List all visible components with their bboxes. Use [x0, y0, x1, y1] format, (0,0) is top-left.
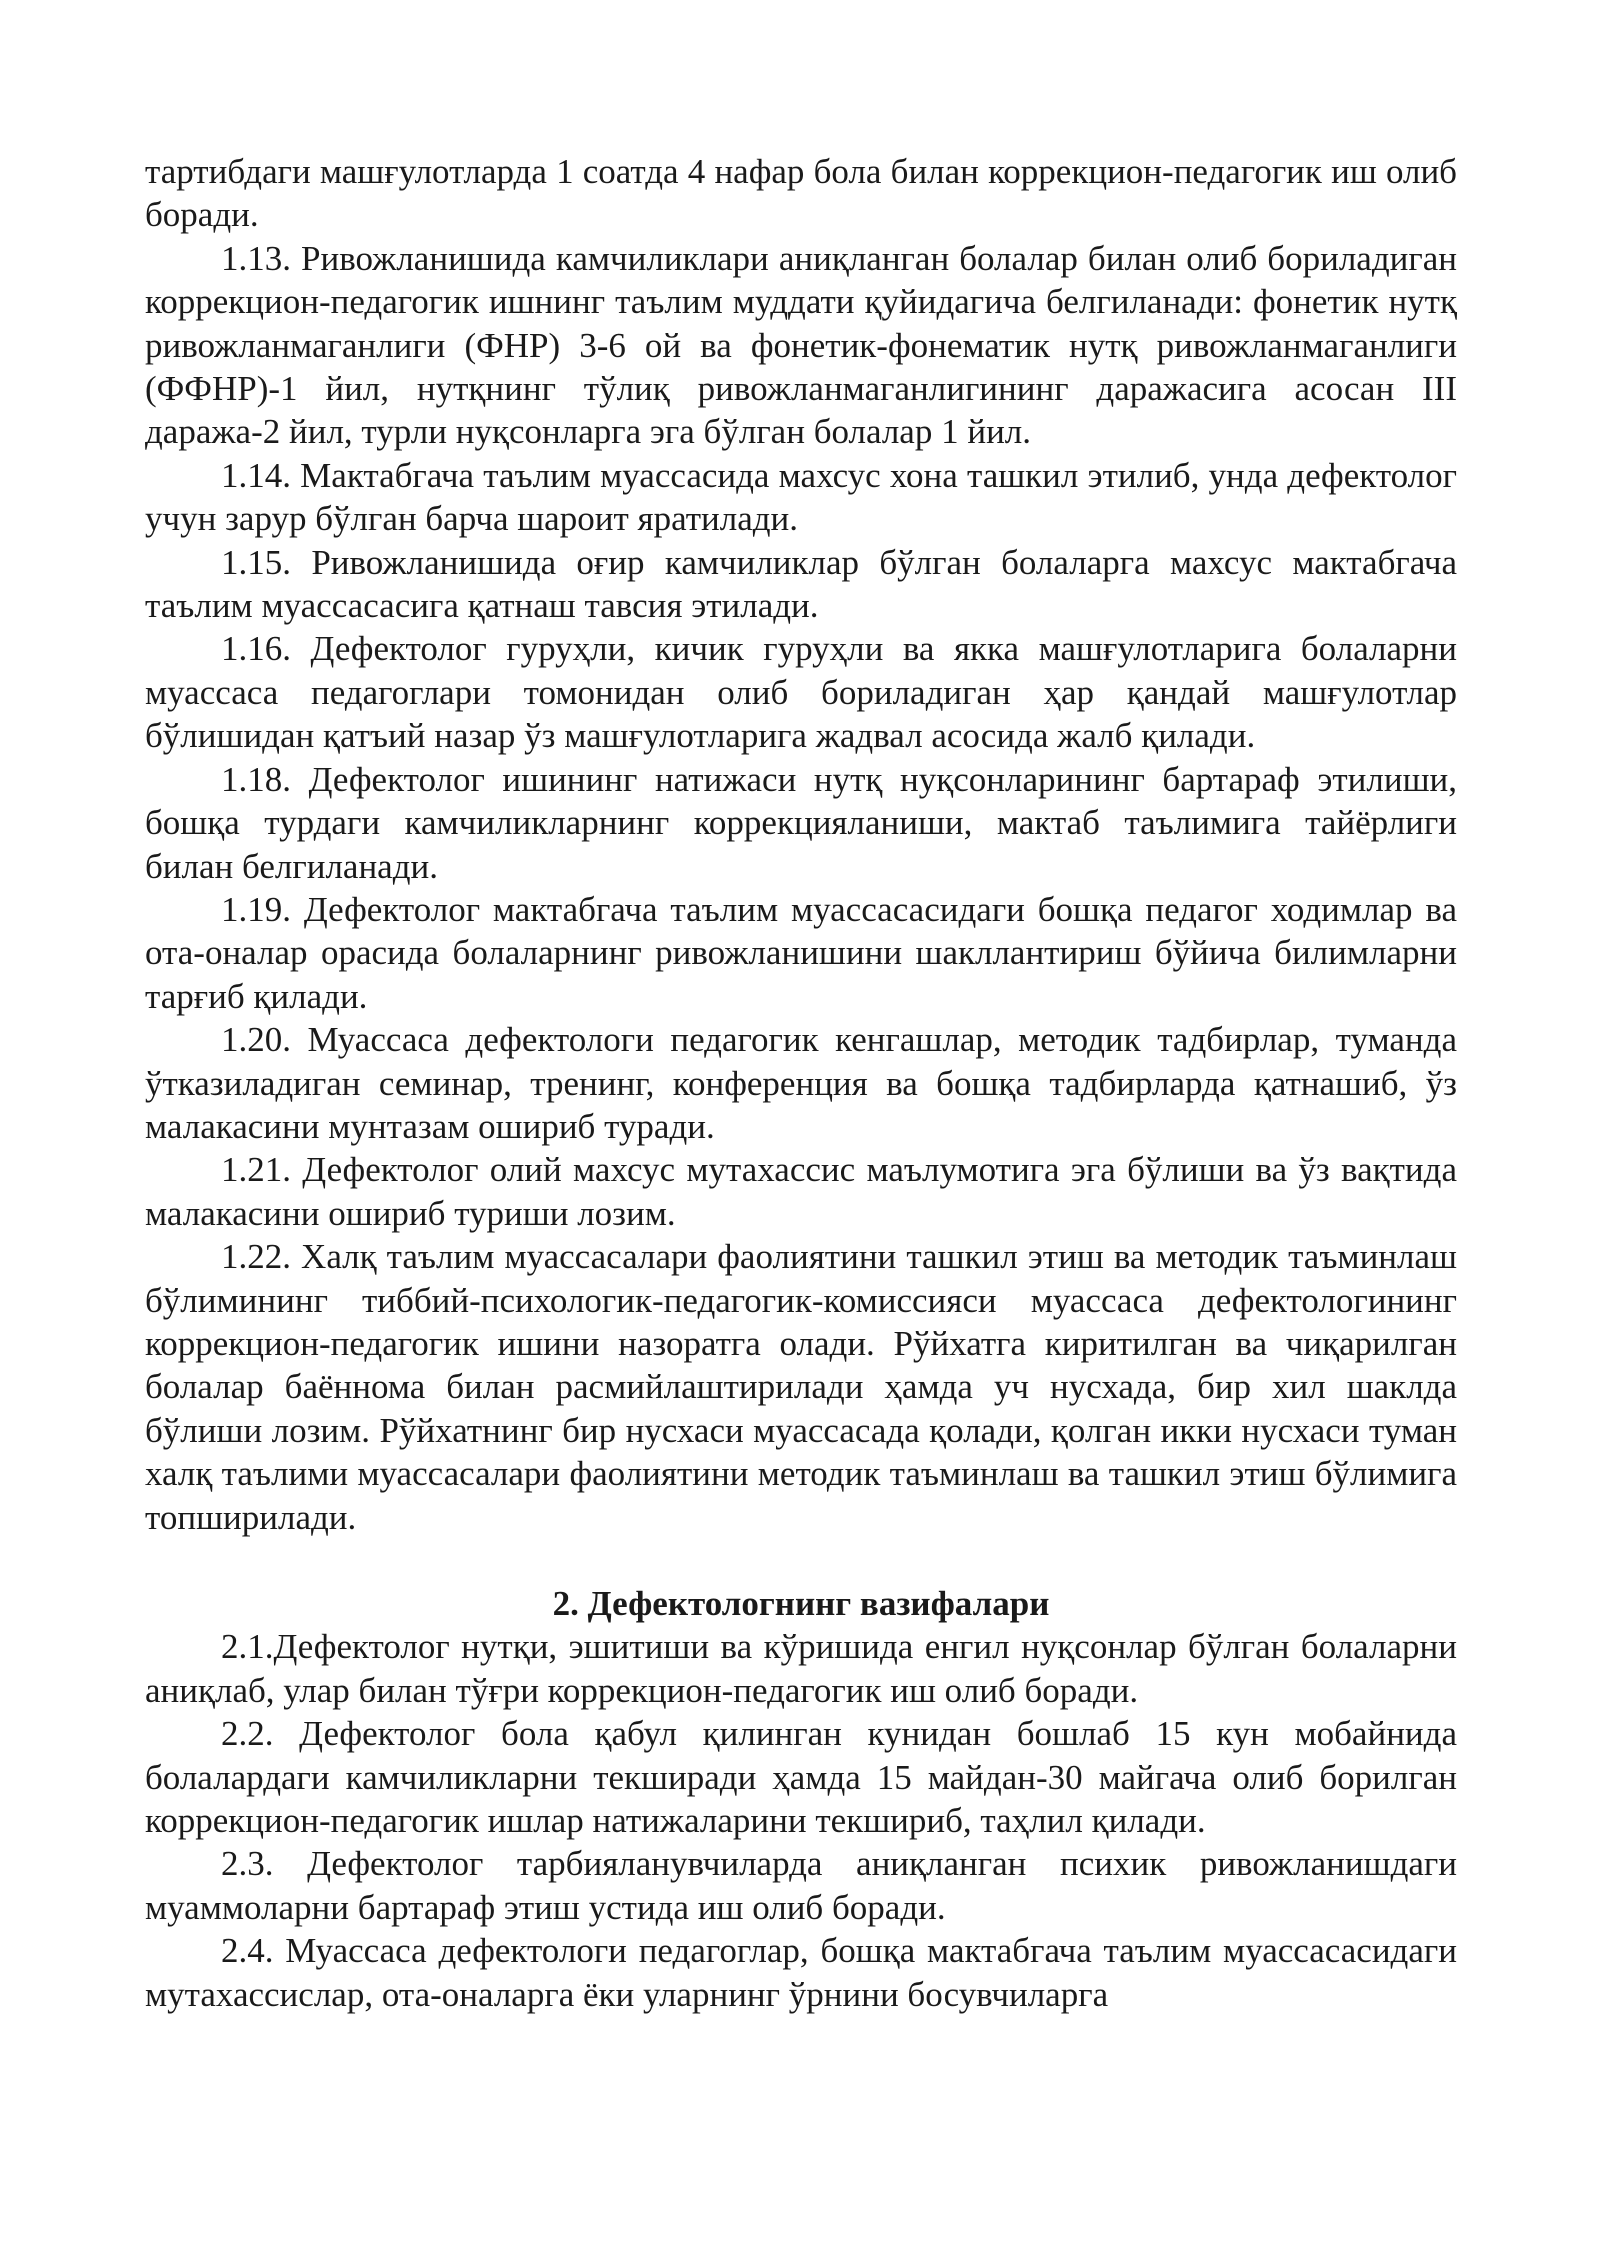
paragraph-1-16: 1.16. Дефектолог гуруҳли, кичик гуруҳли ва якка машғулотларига болаларни муассаса педагоглари томонидан олиб бориладиган ҳар қандай машғулотлар бўлишидан қатъий назар ўз машғулотларига жадвал асосида жалб қилади. — [145, 629, 1457, 756]
paragraph-2-2: 2.2. Дефектолог бола қабул қилинган кунидан бошлаб 15 кун мобайнида болалардаги камчиликларни текширади ҳамда 15 майдан-30 майгача олиб борилган коррекцион-педагогик ишлар натижаларини текшириб, таҳлил қилади. — [145, 1714, 1457, 1841]
section-heading: 2. Дефектологнинг вазифалари — [552, 1584, 1050, 1623]
paragraph-2-3: 2.3. Дефектолог тарбияланувчиларда аниқланган психик ривожланишдаги муаммоларни бартараф этиш устида иш олиб боради. — [145, 1844, 1457, 1927]
paragraph-1-20: 1.20. Муассаса дефектологи педагогик кенгашлар, методик тадбирлар, туманда ўтказиладиган семинар, тренинг, конференция ва бошқа тадбирларда қатнашиб, ўз малакасини мунтазам ошириб туради. — [145, 1020, 1457, 1146]
paragraph-continuation: тартибдаги машғулотларда 1 соатда 4 нафар бола билан коррекцион-педагогик иш олиб боради. — [145, 152, 1457, 235]
paragraph-1-15: 1.15. Ривожланишида оғир камчиликлар бўлган болаларга махсус мактабгача таълим муассасасига қатнаш тавсия этилади. — [145, 542, 1457, 626]
paragraph-1-13: 1.13. Ривожланишида камчиликлари аниқланган болалар билан олиб бориладиган коррекцион-педагогик ишнинг таълим муддати қуйидагича белгиланади: фонетик нутқ ривожланмаганлиги (ФНР) 3-6 ой ва фонетик-фонематик нутқ ривожланмаганлиги (ФФНР)-1 йил, нутқнинг тўлиқ ривожланмаганлигининг даражасига асосан III даража-2 йил, турли нуқсонларга эга бўлган болалар 1 йил. — [145, 238, 1457, 452]
paragraph-1-18: 1.18. Дефектолог ишининг натижаси нутқ нуқсонларининг бартараф этилиши, бошқа турдаги камчиликларнинг коррекцияланиши, мактаб таълимига тайёрлиги билан белгиланади. — [145, 759, 1457, 886]
paragraph-2-4: 2.4. Муассаса дефектологи педагоглар, бошқа мактабгача таълим муассасасидаги мутахассислар, ота-оналарга ёки уларнинг ўрнини босувчиларга — [145, 1931, 1457, 2014]
paragraph-1-14: 1.14. Мактабгача таълим муассасида махсус хона ташкил этилиб, унда дефектолог учун зарур бўлган барча шароит яратилади. — [145, 455, 1457, 539]
paragraph-1-21: 1.21. Дефектолог олий махсус мутахассис маълумотига эга бўлиши ва ўз вақтида малакасини ошириб туриши лозим. — [145, 1150, 1457, 1233]
document-page — [145, 150, 1457, 2016]
paragraph-1-19: 1.19. Дефектолог мактабгача таълим муассасасидаги бошқа педагог ходимлар ва ота-оналар орасида болаларнинг ривожланишини шакллантириш бўйича билимларни тарғиб қилади. — [145, 889, 1457, 1016]
paragraph-1-22: 1.22. Халқ таълим муассасалари фаолиятини ташкил этиш ва методик таъминлаш бўлимининг тиббий-психологик-педагогик-комиссияси муассаса дефектологининг коррекцион-педагогик ишини назоратга олади. Рўйхатга киритилган ва чиқарилган болалар баённома билан расмийлаштирилади ҳамда уч нусхада, бир хил шаклда бўлиши лозим. Рўйхатнинг бир нусхаси муассасада қолади, қолган икки нусхаси туман халқ таълими муассасалари фаолиятини методик таъминлаш ва ташкил этиш бўлимига топширилади. — [145, 1237, 1457, 1537]
paragraph-2-1: 2.1.Дефектолог нутқи, эшитиши ва кўришида енгил нуқсонлар бўлган болаларни аниқлаб, улар билан тўғри коррекцион-педагогик иш олиб боради. — [145, 1627, 1457, 1710]
